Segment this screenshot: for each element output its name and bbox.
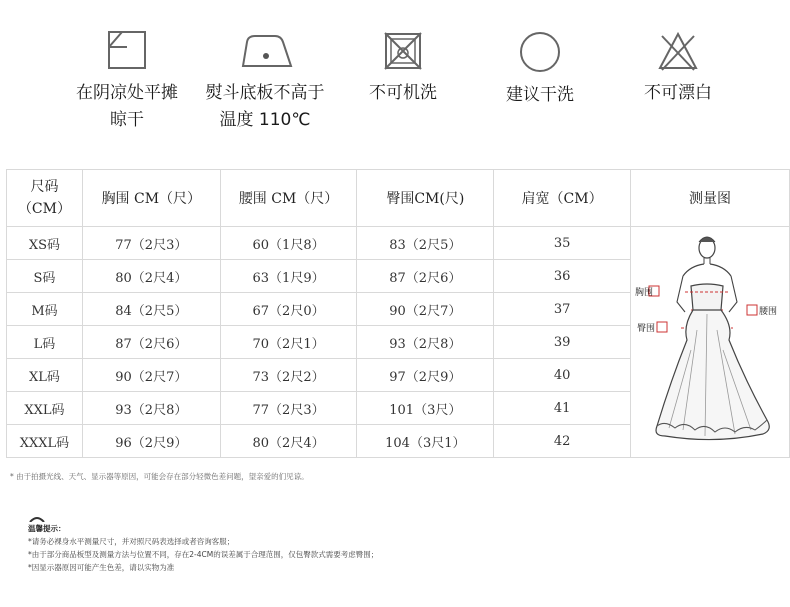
iron-low-temperature-icon	[235, 30, 295, 72]
cell-hip: 104（3尺1）	[357, 425, 494, 458]
cell-chest: 80（2尺4）	[82, 260, 220, 293]
dry-flat-in-shade-icon	[105, 30, 149, 72]
tips-line: *因显示器原因可能产生色差，请以实物为准	[28, 563, 175, 572]
tips-title: 温馨提示：	[28, 524, 66, 533]
care-item-dry-flat	[52, 30, 202, 134]
cell-waist: 80（2尺4）	[220, 425, 357, 458]
hip-figure-label: 臀围	[636, 324, 655, 334]
decorative-arc	[29, 514, 45, 522]
cell-waist: 60（1尺8）	[220, 227, 357, 260]
cell-size: XS码	[7, 227, 83, 260]
cell-hip: 97（2尺9）	[357, 359, 494, 392]
cell-waist: 70（2尺1）	[220, 326, 357, 359]
cell-waist: 73（2尺2）	[220, 359, 357, 392]
cell-shoulder: 42	[494, 425, 631, 458]
cell-size: XXXL码	[7, 425, 83, 458]
care-instructions	[0, 0, 790, 160]
cell-chest: 84（2尺5）	[82, 293, 220, 326]
col-header-chest: 胸围 CM（尺）	[82, 170, 220, 227]
tips-section	[28, 522, 378, 574]
color-disclaimer: * 由于拍摄光线、天气、显示器等原因，可能会存在部分轻微色差问题，望亲爱的们见谅。	[10, 472, 309, 481]
cell-waist: 63（1尺9）	[220, 260, 357, 293]
care-label: 熨斗底板不高于 温度 110℃	[205, 83, 325, 130]
col-header-waist: 腰围 CM（尺）	[220, 170, 357, 227]
care-label: 建议干洗	[506, 85, 574, 105]
dress-measurement-figure	[635, 230, 785, 450]
care-item-no-bleach	[623, 30, 733, 107]
cell-waist: 77（2尺3）	[220, 392, 357, 425]
col-header-hip: 臀围CM(尺)	[357, 170, 494, 227]
col-header-shoulder: 肩宽（CM）	[494, 170, 631, 227]
col-header-measure-figure: 测量图	[630, 170, 789, 227]
table-row	[7, 227, 790, 260]
cell-shoulder: 35	[494, 227, 631, 260]
cell-shoulder: 40	[494, 359, 631, 392]
chest-figure-label: 胸围	[634, 288, 653, 298]
cell-size: L码	[7, 326, 83, 359]
care-item-iron	[190, 30, 340, 134]
care-item-dry-clean	[485, 30, 595, 109]
size-chart-table	[6, 169, 790, 458]
cell-shoulder: 37	[494, 293, 631, 326]
cell-size: XXL码	[7, 392, 83, 425]
cell-shoulder: 36	[494, 260, 631, 293]
do-not-bleach-icon	[656, 30, 700, 72]
care-item-no-machine-wash	[348, 30, 458, 107]
cell-chest: 87（2尺6）	[82, 326, 220, 359]
cell-chest: 77（2尺3）	[82, 227, 220, 260]
waist-figure-label: 腰围	[758, 307, 777, 317]
cell-hip: 101（3尺）	[357, 392, 494, 425]
measurement-figure-cell	[630, 227, 789, 458]
cell-hip: 87（2尺6）	[357, 260, 494, 293]
cell-size: S码	[7, 260, 83, 293]
col-header-size: 尺码 （CM）	[7, 170, 83, 227]
care-label: 不可机洗	[369, 83, 437, 103]
cell-hip: 93（2尺8）	[357, 326, 494, 359]
table-header-row	[7, 170, 790, 227]
cell-size: XL码	[7, 359, 83, 392]
cell-size: M码	[7, 293, 83, 326]
cell-waist: 67（2尺0）	[220, 293, 357, 326]
tips-line: *由于部分商品板型及测量方法与位置不同，存在2-4CM的误差属于合理范围，仅包臀款式需要考虑臀围；	[28, 550, 379, 559]
cell-shoulder: 39	[494, 326, 631, 359]
care-label: 在阴凉处平摊 晾干	[76, 83, 178, 130]
cell-hip: 90（2尺7）	[357, 293, 494, 326]
cell-chest: 90（2尺7）	[82, 359, 220, 392]
tips-line: *请务必裸身水平测量尺寸，并对照尺码表选择或者咨询客服；	[28, 537, 235, 546]
care-label: 不可漂白	[644, 83, 712, 103]
cell-shoulder: 41	[494, 392, 631, 425]
cell-chest: 96（2尺9）	[82, 425, 220, 458]
do-not-machine-wash-icon	[381, 30, 425, 72]
dry-clean-icon	[518, 30, 562, 74]
cell-chest: 93（2尺8）	[82, 392, 220, 425]
cell-hip: 83（2尺5）	[357, 227, 494, 260]
